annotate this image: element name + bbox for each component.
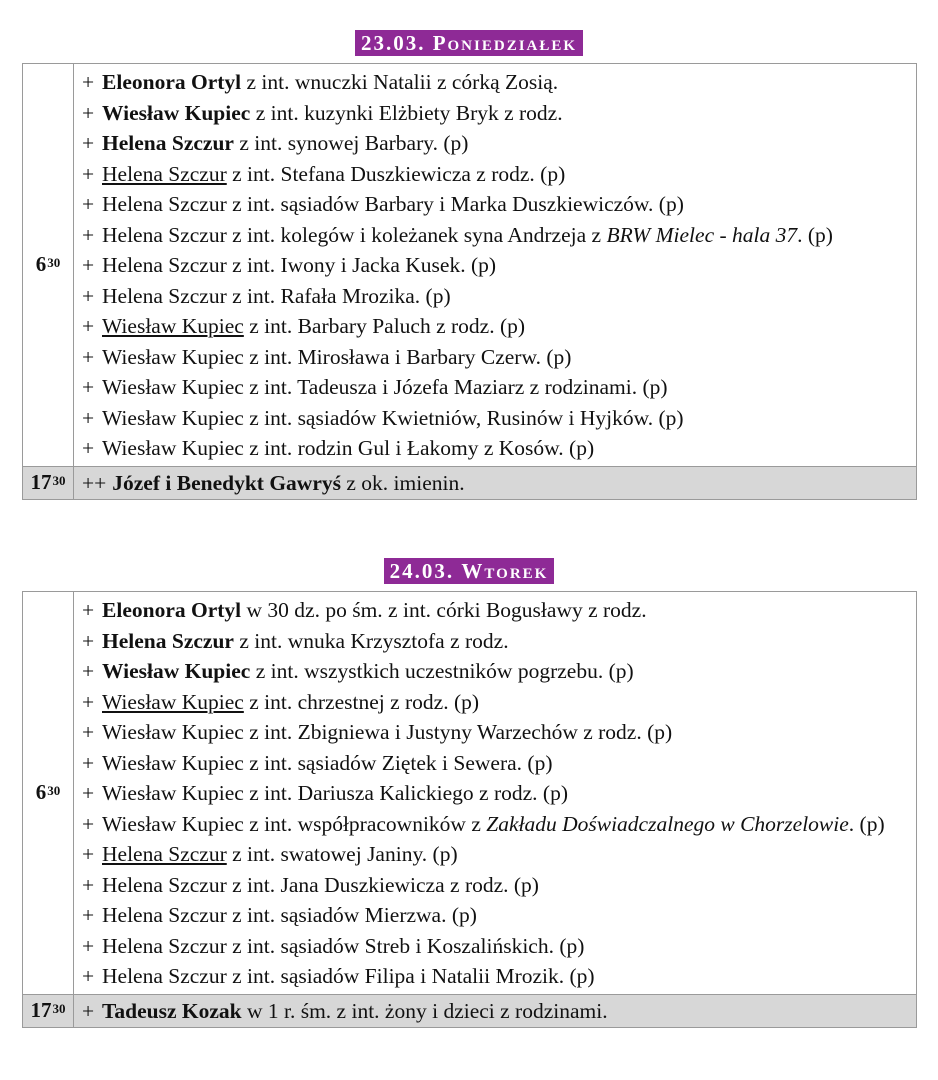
intention-name: Helena Szczur: [102, 131, 234, 155]
intention-name: Helena Szczur: [102, 161, 227, 186]
intention-item: ++ Józef i Benedykt Gawryś z ok. imienin.: [82, 470, 465, 495]
intention-name: Helena Szczur: [102, 628, 234, 653]
mass-time: 6 $^{30}$: [23, 64, 74, 466]
intention-name: Wiesław Kupiec: [102, 375, 244, 399]
intention-item: + Helena Szczur z int. wnuka Krzysztofa z rodz.: [82, 628, 509, 653]
day-header: [0, 30, 938, 56]
mass-time: 17 $^{30}$: [23, 467, 74, 500]
intention-item: + Wiesław Kupiec z int. Mirosława i Barbary Czerw. (p): [82, 344, 572, 369]
mass-time: 6 $^{30}$: [23, 592, 74, 994]
intention-item: + Wiesław Kupiec z int. chrzestnej z rodz. (p): [82, 689, 480, 714]
intention-name: Józef i Benedykt Gawryś: [112, 470, 341, 495]
intention-name: Wiesław Kupiec: [102, 100, 251, 125]
mass-row-morning: [23, 592, 916, 995]
intention-name: Helena Szczur: [102, 933, 227, 958]
mass-table: [22, 63, 917, 500]
intention-item: + Helena Szczur z int. synowej Barbary. (p): [82, 131, 469, 155]
intention-name: Eleonora Ortyl: [102, 70, 242, 94]
day-header-label: 23.03. Poniedziałek: [355, 30, 583, 56]
mass-row-morning: [23, 64, 916, 467]
intention-item: + Wiesław Kupiec z int. Tadeusza i Józefa Maziarz z rodzinami. (p): [82, 375, 668, 399]
intention-item: + Helena Szczur z int. kolegów i koleżanek syna Andrzeja z BRW Mielec - hala 37. (p): [82, 222, 833, 247]
day-header: [0, 558, 938, 584]
intention-item: + Helena Szczur z int. sąsiadów Filipa i Natalii Mrozik. (p): [82, 964, 595, 988]
intention-name: Helena Szczur: [102, 253, 227, 277]
intention-name: Wiesław Kupiec: [102, 720, 244, 744]
intention-item: + Wiesław Kupiec z int. sąsiadów Kwietniów, Rusinów i Hyjków. (p): [82, 405, 684, 430]
intention-name: Wiesław Kupiec: [102, 405, 244, 430]
intention-list: [74, 467, 916, 500]
intention-item: + Helena Szczur z int. sąsiadów Streb i Koszalińskich. (p): [82, 933, 585, 958]
intention-item: + Helena Szczur z int. Rafała Mrozika. (p): [82, 283, 451, 308]
intention-name: Wiesław Kupiec: [102, 750, 244, 775]
mass-time: 17 $^{30}$: [23, 995, 74, 1028]
intention-item: + Helena Szczur z int. sąsiadów Barbary i Marka Duszkiewiczów. (p): [82, 192, 684, 216]
intention-name: Wiesław Kupiec: [102, 689, 244, 714]
intention-list: [74, 592, 916, 994]
intention-name: Helena Szczur: [102, 842, 227, 866]
intention-name: Helena Szczur: [102, 872, 227, 897]
intention-name: Eleonora Ortyl: [102, 598, 242, 622]
intention-list: [74, 995, 916, 1028]
intention-item: + Eleonora Ortyl z int. wnuczki Natalii z córką Zosią.: [82, 70, 559, 94]
intention-name: Tadeusz Kozak: [102, 998, 242, 1023]
intention-item: + Wiesław Kupiec z int. Barbary Paluch z rodz. (p): [82, 314, 526, 338]
intention-item: + Helena Szczur z int. swatowej Janiny. (p): [82, 842, 458, 866]
intention-list: [74, 64, 916, 466]
intention-item: + Tadeusz Kozak w 1 r. śm. z int. żony i dzieci z rodzinami.: [82, 998, 608, 1023]
intention-item: + Eleonora Ortyl w 30 dz. po śm. z int. córki Bogusławy z rodz.: [82, 598, 647, 622]
intention-item: + Helena Szczur z int. Iwony i Jacka Kusek. (p): [82, 253, 497, 277]
intention-item: + Wiesław Kupiec z int. współpracowników z Zakładu Doświadczalnego w Chorzelowie. (p): [82, 811, 885, 836]
intention-item: + Wiesław Kupiec z int. wszystkich uczestników pogrzebu. (p): [82, 659, 634, 683]
mass-row-evening: [23, 467, 916, 500]
intention-name: Wiesław Kupiec: [102, 811, 244, 836]
intention-name: Wiesław Kupiec: [102, 781, 244, 805]
intention-name: Helena Szczur: [102, 964, 227, 988]
intention-name: Helena Szczur: [102, 903, 227, 927]
mass-row-evening: [23, 995, 916, 1028]
intention-item: + Helena Szczur z int. Jana Duszkiewicza z rodz. (p): [82, 872, 539, 897]
day-header-label: 24.03. Wtorek: [384, 558, 555, 584]
intention-name: Helena Szczur: [102, 222, 227, 247]
intention-name: Helena Szczur: [102, 283, 227, 308]
intention-name: Wiesław Kupiec: [102, 314, 244, 338]
intention-item: + Wiesław Kupiec z int. Zbigniewa i Justyny Warzechów z rodz. (p): [82, 720, 673, 744]
intention-name: Wiesław Kupiec: [102, 659, 251, 683]
mass-table: [22, 591, 917, 1028]
intention-name: Helena Szczur: [102, 192, 227, 216]
intention-name: Wiesław Kupiec: [102, 436, 244, 460]
intention-item: + Helena Szczur z int. Stefana Duszkiewicza z rodz. (p): [82, 161, 566, 186]
intention-name: Wiesław Kupiec: [102, 344, 244, 369]
intention-item: + Wiesław Kupiec z int. Dariusza Kalickiego z rodz. (p): [82, 781, 568, 805]
intention-item: + Wiesław Kupiec z int. rodzin Gul i Łakomy z Kosów. (p): [82, 436, 595, 460]
intention-item: + Helena Szczur z int. sąsiadów Mierzwa. (p): [82, 903, 477, 927]
intention-item: + Wiesław Kupiec z int. sąsiadów Ziętek i Sewera. (p): [82, 750, 553, 775]
intention-item: + Wiesław Kupiec z int. kuzynki Elżbiety Bryk z rodz.: [82, 100, 563, 125]
